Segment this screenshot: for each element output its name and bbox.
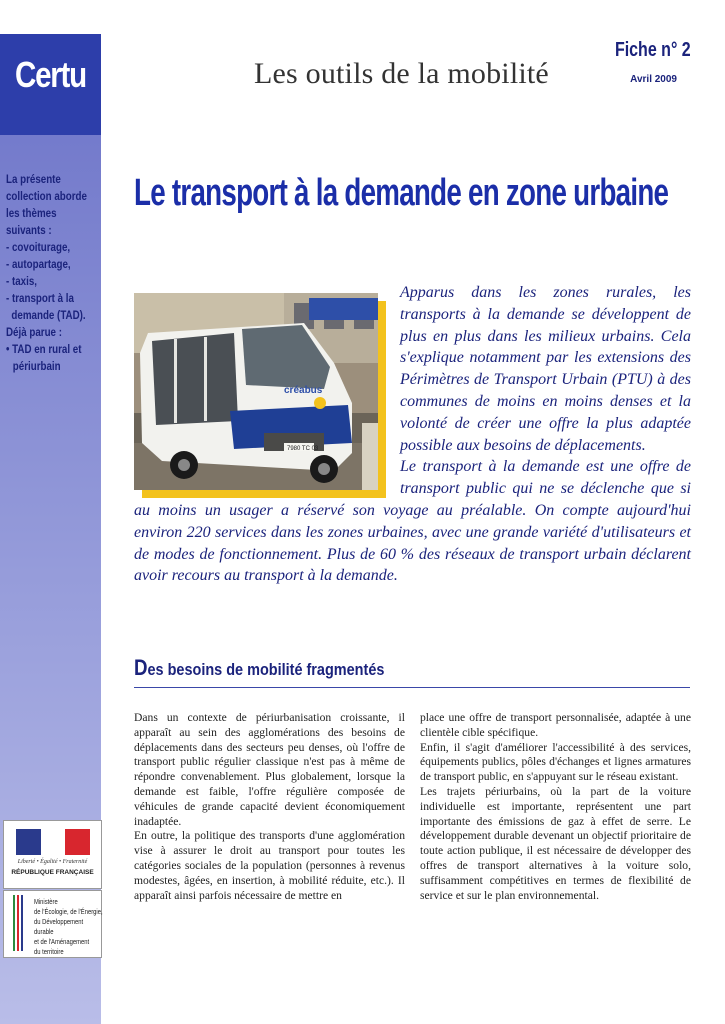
ministry-name <box>34 897 104 957</box>
series-title: Les outils de la mobilité <box>254 57 549 90</box>
marianne-flag-icon <box>16 829 90 855</box>
license-plate: 7980 TC 03 <box>287 446 319 452</box>
body-column-left <box>134 711 405 903</box>
ministry-line: du Développement durable <box>34 917 84 936</box>
fiche-number: Fiche n° 2 <box>615 39 691 61</box>
body-paragraph: Les trajets périurbains, où la part de la voiture individuelle est importante, représentent une part importante des émissions de gaz à effet de serre. Le développement durable devenant un objectif prioritaire de toute action publique, il est nécessaire de développer des offres de transport alternatives à la voiture solo, suffisamment compétitives en termes de flexibilité de service et sur le plan environnemental. <box>420 784 691 902</box>
ministry-logo <box>3 890 102 958</box>
bus-brand-label: créabus <box>284 385 323 396</box>
republique-francaise-logo <box>3 820 102 889</box>
intro-text <box>134 282 691 587</box>
intro-paragraph-1: Apparus dans les zones rurales, les transports à la demande se développent de plus en plus dans les milieux urbains. Cela s'explique notamment par les extensions des Périmètres de Transport Urbain (PTU) à des communes de moins en moins denses et la volonté de créer une offre la plus adaptée possible aux besoins de déplacements. <box>400 284 691 454</box>
ministry-stripes-icon <box>12 895 26 951</box>
sidebar-line: - taxis, <box>6 276 37 288</box>
body-paragraph: Dans un contexte de périurbanisation croissante, il apparaît au sein des agglomérations des besoins de déplacements dans des secteurs peu denses, où l'offre de transport public régulier classique n'est pas à même de répondre convenablement. Plus globalement, lorsque la demande est faible, l'offre régulière composée de véhicules de grande capacité devient économiquement inadaptée. <box>134 711 405 828</box>
rf-motto: Liberté • Égalité • Fraternité <box>17 859 88 865</box>
publication-date: Avril 2009 <box>630 74 677 85</box>
section-divider <box>134 687 690 688</box>
photo-spacer <box>134 282 400 491</box>
sidebar-line: - transport à la <box>6 293 74 305</box>
page-title: Le transport à la demande en zone urbaine <box>134 172 669 214</box>
ministry-line: Ministère <box>34 897 58 906</box>
sidebar-line: - autopartage, <box>6 259 71 271</box>
certu-logo-text: Certu <box>15 54 86 95</box>
sidebar-line: les thèmes <box>6 208 57 220</box>
sidebar-collection-text <box>6 172 87 376</box>
sidebar-line: demande (TAD). <box>6 310 86 322</box>
sidebar-line: Déjà parue : <box>6 327 62 339</box>
rf-name: RÉPUBLIQUE FRANÇAISE <box>11 869 94 876</box>
section-heading-initial: D <box>134 655 148 680</box>
intro-paragraph-2: Le transport à la demande est une offre de transport public qui ne se déclenche que si au moins un usager a réservé son voyage au préalable. On compte aujourd'hui environ 220 services dans les zones urbaines, avec une grande variété d'utilisateurs et de modes de fonctionnement. Plus de 60 % des réseaux de transport urbain déclarent avoir recours au transport à la demande. <box>134 458 691 585</box>
already-published-item[interactable]: • TAD en rural et périurbain <box>6 344 82 373</box>
body-paragraph: Enfin, il s'agit d'améliorer l'accessibilité à des services, équipements publics, pôles d'échanges et lignes armatures de transport public, en s'appuyant sur le réseau existant. <box>420 740 691 784</box>
body-column-right <box>420 711 691 903</box>
section-heading-text: es besoins de mobilité fragmentés <box>147 660 385 679</box>
ministry-line: du territoire <box>34 947 64 956</box>
body-paragraph: place une offre de transport personnalisée, adaptée à une clientèle cible spécifique. <box>420 711 691 739</box>
sidebar-line: suivants : <box>6 225 52 237</box>
body-paragraph: En outre, la politique des transports d'une agglomération vise à assurer le droit au transport pour toutes les catégories sociales de la population (personnes à revenus modestes, âgées, en insertion, à mobilité réduite, etc.). Il apparaît ainsi parfois nécessaire de mettre en <box>134 829 405 902</box>
sidebar-line: - covoiturage, <box>6 242 71 254</box>
sidebar-line: La présente <box>6 174 61 186</box>
sidebar-line: collection aborde <box>6 191 87 203</box>
ministry-line: de l'Écologie, de l'Énergie, <box>34 907 103 916</box>
ministry-line: et de l'Aménagement <box>34 937 90 946</box>
certu-logo <box>0 34 101 135</box>
section-heading <box>134 655 384 681</box>
